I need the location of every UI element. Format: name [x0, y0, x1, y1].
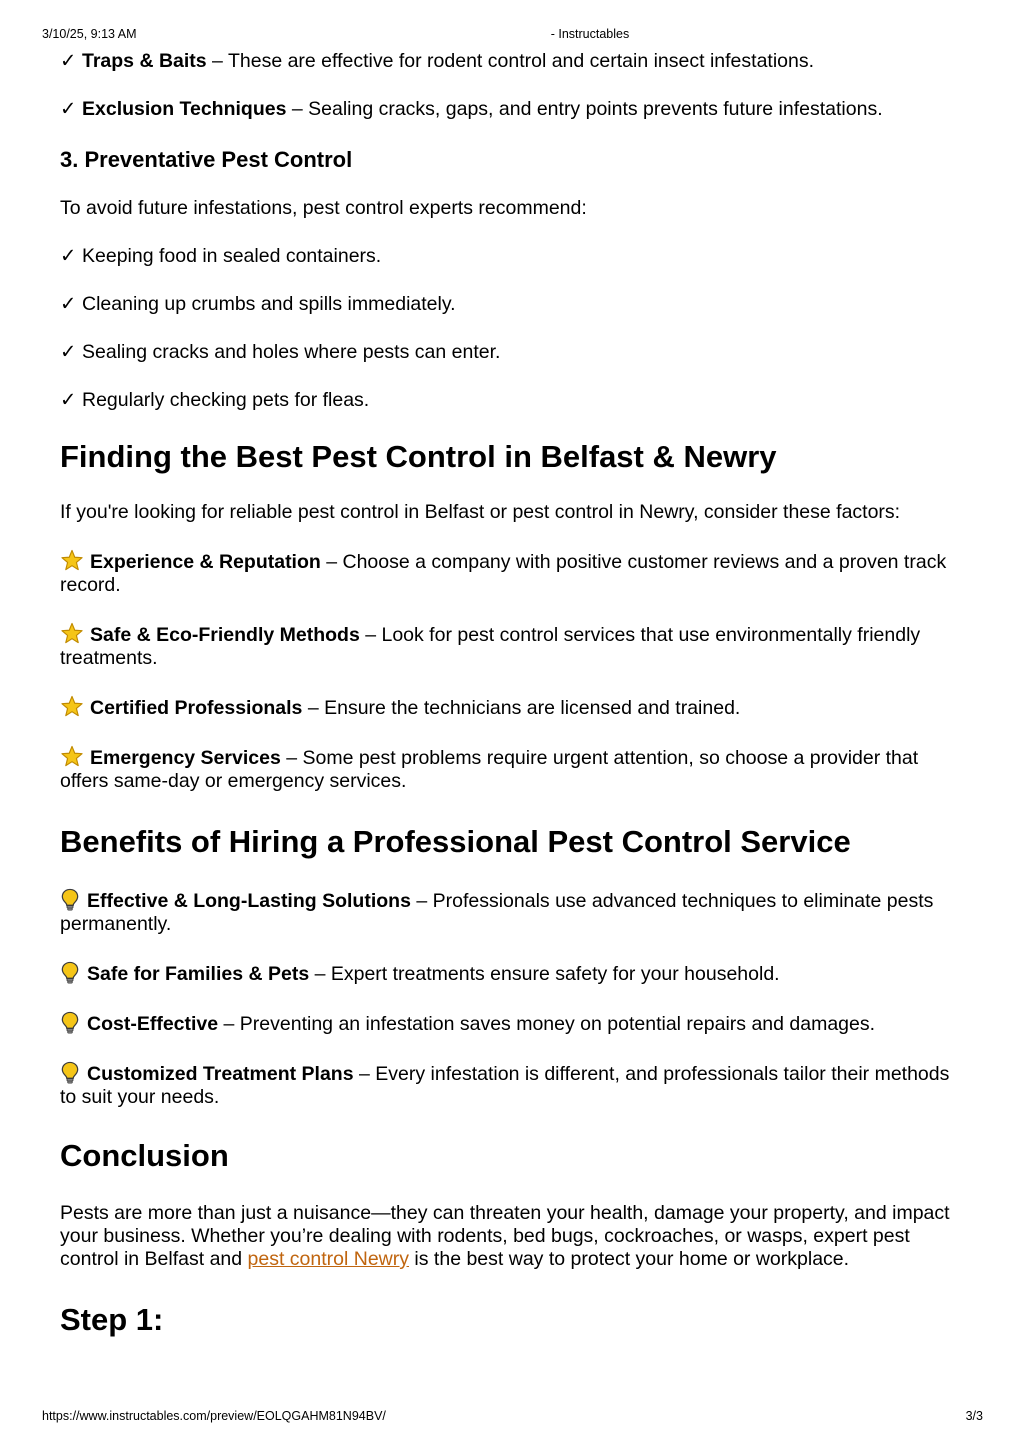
step-heading: Step 1: — [60, 1302, 164, 1337]
list-item-text: Cleaning up crumbs and spills immediately. — [82, 293, 456, 315]
list-item — [60, 549, 960, 597]
list-item-title: Certified Professionals — [90, 697, 303, 719]
list-item-title: Safe & Eco-Friendly Methods — [90, 624, 360, 646]
print-footer — [0, 1406, 1024, 1426]
list-item-title: Cost-Effective — [87, 1013, 219, 1035]
check-icon: ✓ — [60, 293, 77, 315]
list-item-title: Safe for Families & Pets — [87, 963, 310, 985]
light-bulb-icon — [60, 961, 80, 984]
list-item — [60, 1011, 960, 1036]
list-item-text: Regularly checking pets for fleas. — [82, 389, 370, 411]
list-item-text: Keeping food in sealed containers. — [82, 245, 382, 267]
check-icon: ✓ — [60, 245, 77, 267]
list-item-text: – Every infestation is different, and professionals tailor their methods to suit your needs. — [60, 1063, 950, 1108]
list-item-text: – Preventing an infestation saves money on potential repairs and damages. — [218, 1013, 876, 1035]
paragraph: To avoid future infestations, pest control experts recommend: — [60, 197, 587, 219]
list-item-text: – Ensure the technicians are licensed and trained. — [302, 697, 741, 719]
list-item-title: Experience & Reputation — [90, 551, 321, 573]
print-datetime: 3/10/25, 9:13 AM — [42, 27, 137, 41]
list-item — [60, 245, 960, 268]
article-body — [60, 50, 960, 1339]
light-bulb-icon — [60, 888, 80, 911]
star-icon — [60, 622, 84, 645]
list-item-text: – Sealing cracks, gaps, and entry points prevents future infestations. — [286, 98, 883, 120]
list-item-text: – Professionals use advanced techniques to eliminate pests permanently. — [60, 890, 934, 935]
list-item — [60, 389, 960, 412]
section-heading: Finding the Best Pest Control in Belfast & Newry — [60, 439, 777, 474]
list-item — [60, 1061, 960, 1109]
print-url: https://www.instructables.com/preview/EOLQGAHM81N94BV/ — [42, 1409, 386, 1423]
list-item — [60, 695, 960, 720]
print-page-number: 3/3 — [965, 1409, 983, 1423]
check-icon: ✓ — [60, 341, 77, 363]
list-item-text: – These are effective for rodent control and certain insect infestations. — [206, 50, 815, 72]
check-icon: ✓ — [60, 50, 77, 72]
conclusion-text-end: is the best way to protect your home or workplace. — [409, 1248, 850, 1270]
conclusion-paragraph — [60, 1202, 960, 1271]
light-bulb-icon — [60, 1011, 80, 1034]
list-item-text: – Expert treatments ensure safety for your household. — [309, 963, 780, 985]
check-icon: ✓ — [60, 389, 77, 411]
light-bulb-icon — [60, 1061, 80, 1084]
section-subheading: 3. Preventative Pest Control — [60, 147, 353, 172]
list-item-text: Sealing cracks and holes where pests can enter. — [82, 341, 501, 363]
list-item — [60, 50, 960, 73]
star-icon — [60, 695, 84, 718]
check-icon: ✓ — [60, 98, 77, 120]
list-item — [60, 961, 960, 986]
list-item — [60, 341, 960, 364]
section-heading: Conclusion — [60, 1138, 229, 1173]
star-icon — [60, 745, 84, 768]
print-page-title: - Instructables — [550, 27, 630, 41]
paragraph: If you're looking for reliable pest control in Belfast or pest control in Newry, consider these factors: — [60, 501, 901, 523]
list-item-text: – Some pest problems require urgent attention, so choose a provider that offers same-day or emergency services. — [60, 747, 919, 792]
list-item — [60, 98, 960, 121]
list-item-text: – Look for pest control services that use environmentally friendly treatments. — [60, 624, 921, 669]
list-item-title: Effective & Long-Lasting Solutions — [87, 890, 411, 912]
section-heading: Benefits of Hiring a Professional Pest Control Service — [60, 824, 851, 859]
list-item-title: Traps & Baits — [82, 50, 207, 72]
list-item — [60, 622, 960, 670]
star-icon — [60, 549, 84, 572]
list-item — [60, 745, 960, 793]
list-item — [60, 293, 960, 316]
list-item-text: – Choose a company with positive customer reviews and a proven track record. — [60, 551, 947, 596]
pest-control-newry-link[interactable]: pest control Newry — [247, 1248, 410, 1270]
print-header — [0, 24, 1024, 44]
list-item-title: Exclusion Techniques — [82, 98, 287, 120]
list-item — [60, 888, 960, 936]
list-item-title: Emergency Services — [90, 747, 281, 769]
conclusion-text-start: Pests are more than just a nuisance—they can threaten your health, damage your property, and impact your business. Whether you’re dealing with rodents, bed bugs, cockroaches, or wasps, expert pest control in Belfast and — [60, 1202, 950, 1270]
list-item-title: Customized Treatment Plans — [87, 1063, 354, 1085]
